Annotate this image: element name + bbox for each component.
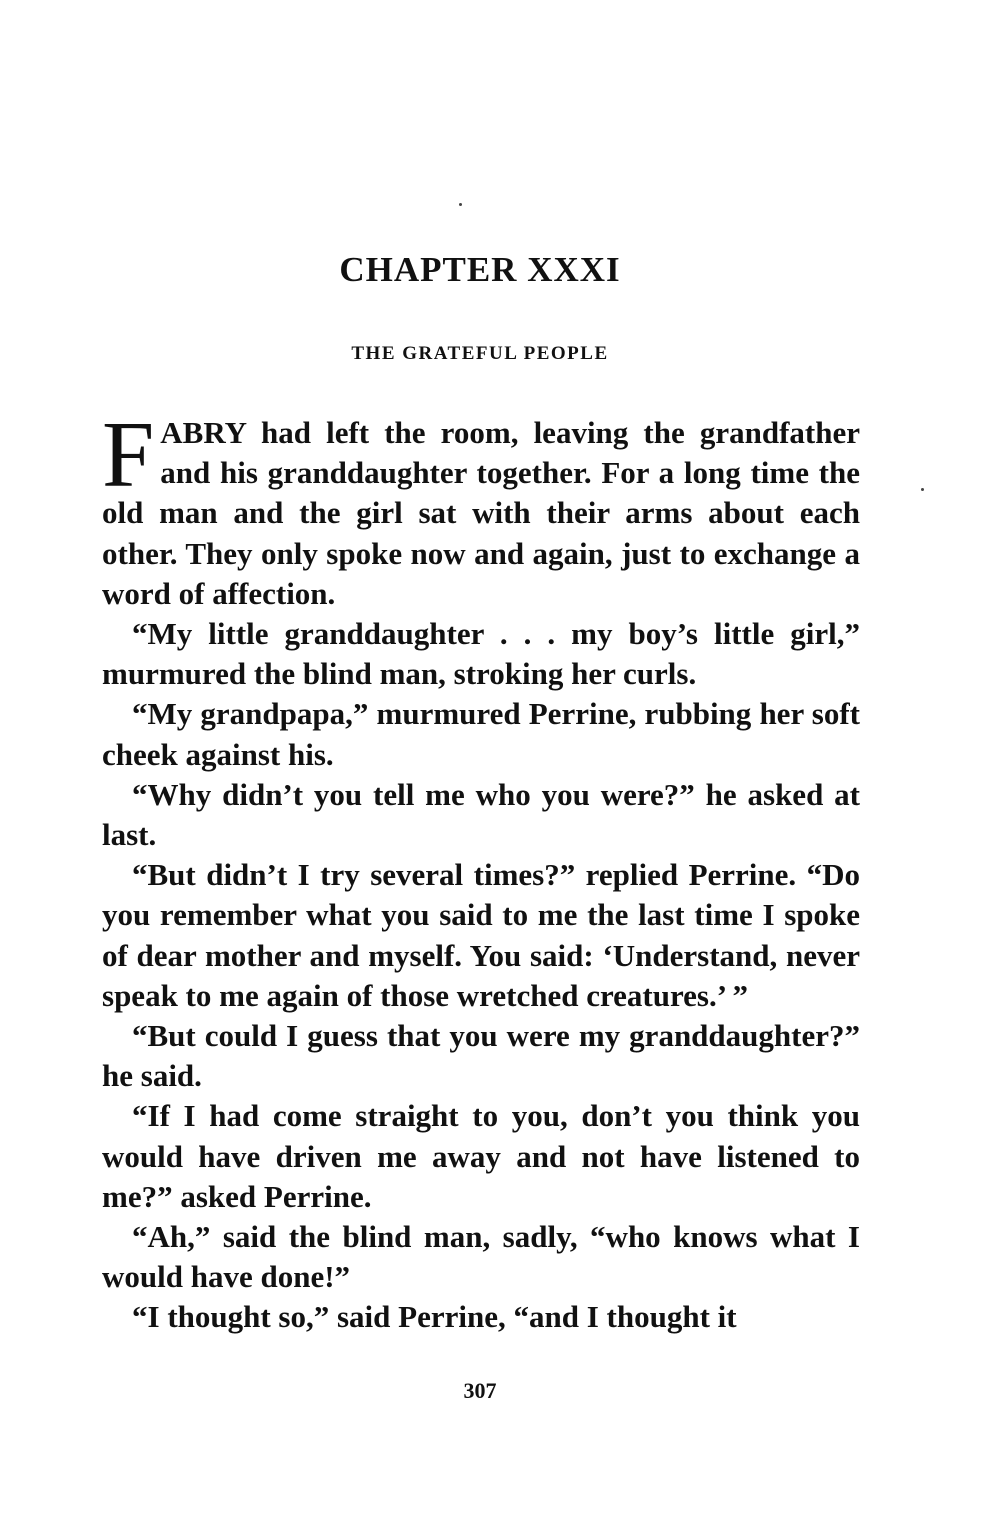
paragraph-7: “If I had come straight to you, don’t you think you would have driven me away and not have listened to me?” asked Perrine. [102,1098,860,1214]
print-speck [921,488,924,491]
paragraph-8: “Ah,” said the blind man, sadly, “who knows what I would have done!” [102,1219,860,1295]
chapter-body [102,403,860,1338]
print-speck [459,203,462,206]
paragraph-4: “Why didn’t you tell me who you were?” he asked at last. [102,776,860,853]
paragraph-9: “I thought so,” said Perrine, “and I thought it [132,1299,737,1335]
paragraph-5: “But didn’t I try several times?” replied Perrine. “Do you remember what you said to me the last time I spoke of dear mother and myself. You said: ‘Understand, never speak to me again of those wretched creatures.’ ” [102,857,860,1013]
chapter-subtitle: THE GRATEFUL PEOPLE [351,343,609,364]
drop-cap: F [102,403,155,507]
paragraph-1 [102,403,860,614]
paragraph-1-text: ABRY had left the room, leaving the grandfather and his granddaughter together. For a long time the old man and the girl sat with their arms about each other. They only spoke now and again, just to exchange a word of affection. [102,415,860,611]
paragraph-3: “My grandpapa,” murmured Perrine, rubbing her soft cheek against his. [102,696,860,772]
page-number: 307 [463,1378,497,1403]
paragraph-2: “My little granddaughter . . . my boy’s little girl,” murmured the blind man, stroking her curls. [102,616,860,692]
paragraph-6: “But could I guess that you were my granddaughter?” he said. [102,1018,860,1094]
chapter-title: CHAPTER XXXI [339,250,621,289]
